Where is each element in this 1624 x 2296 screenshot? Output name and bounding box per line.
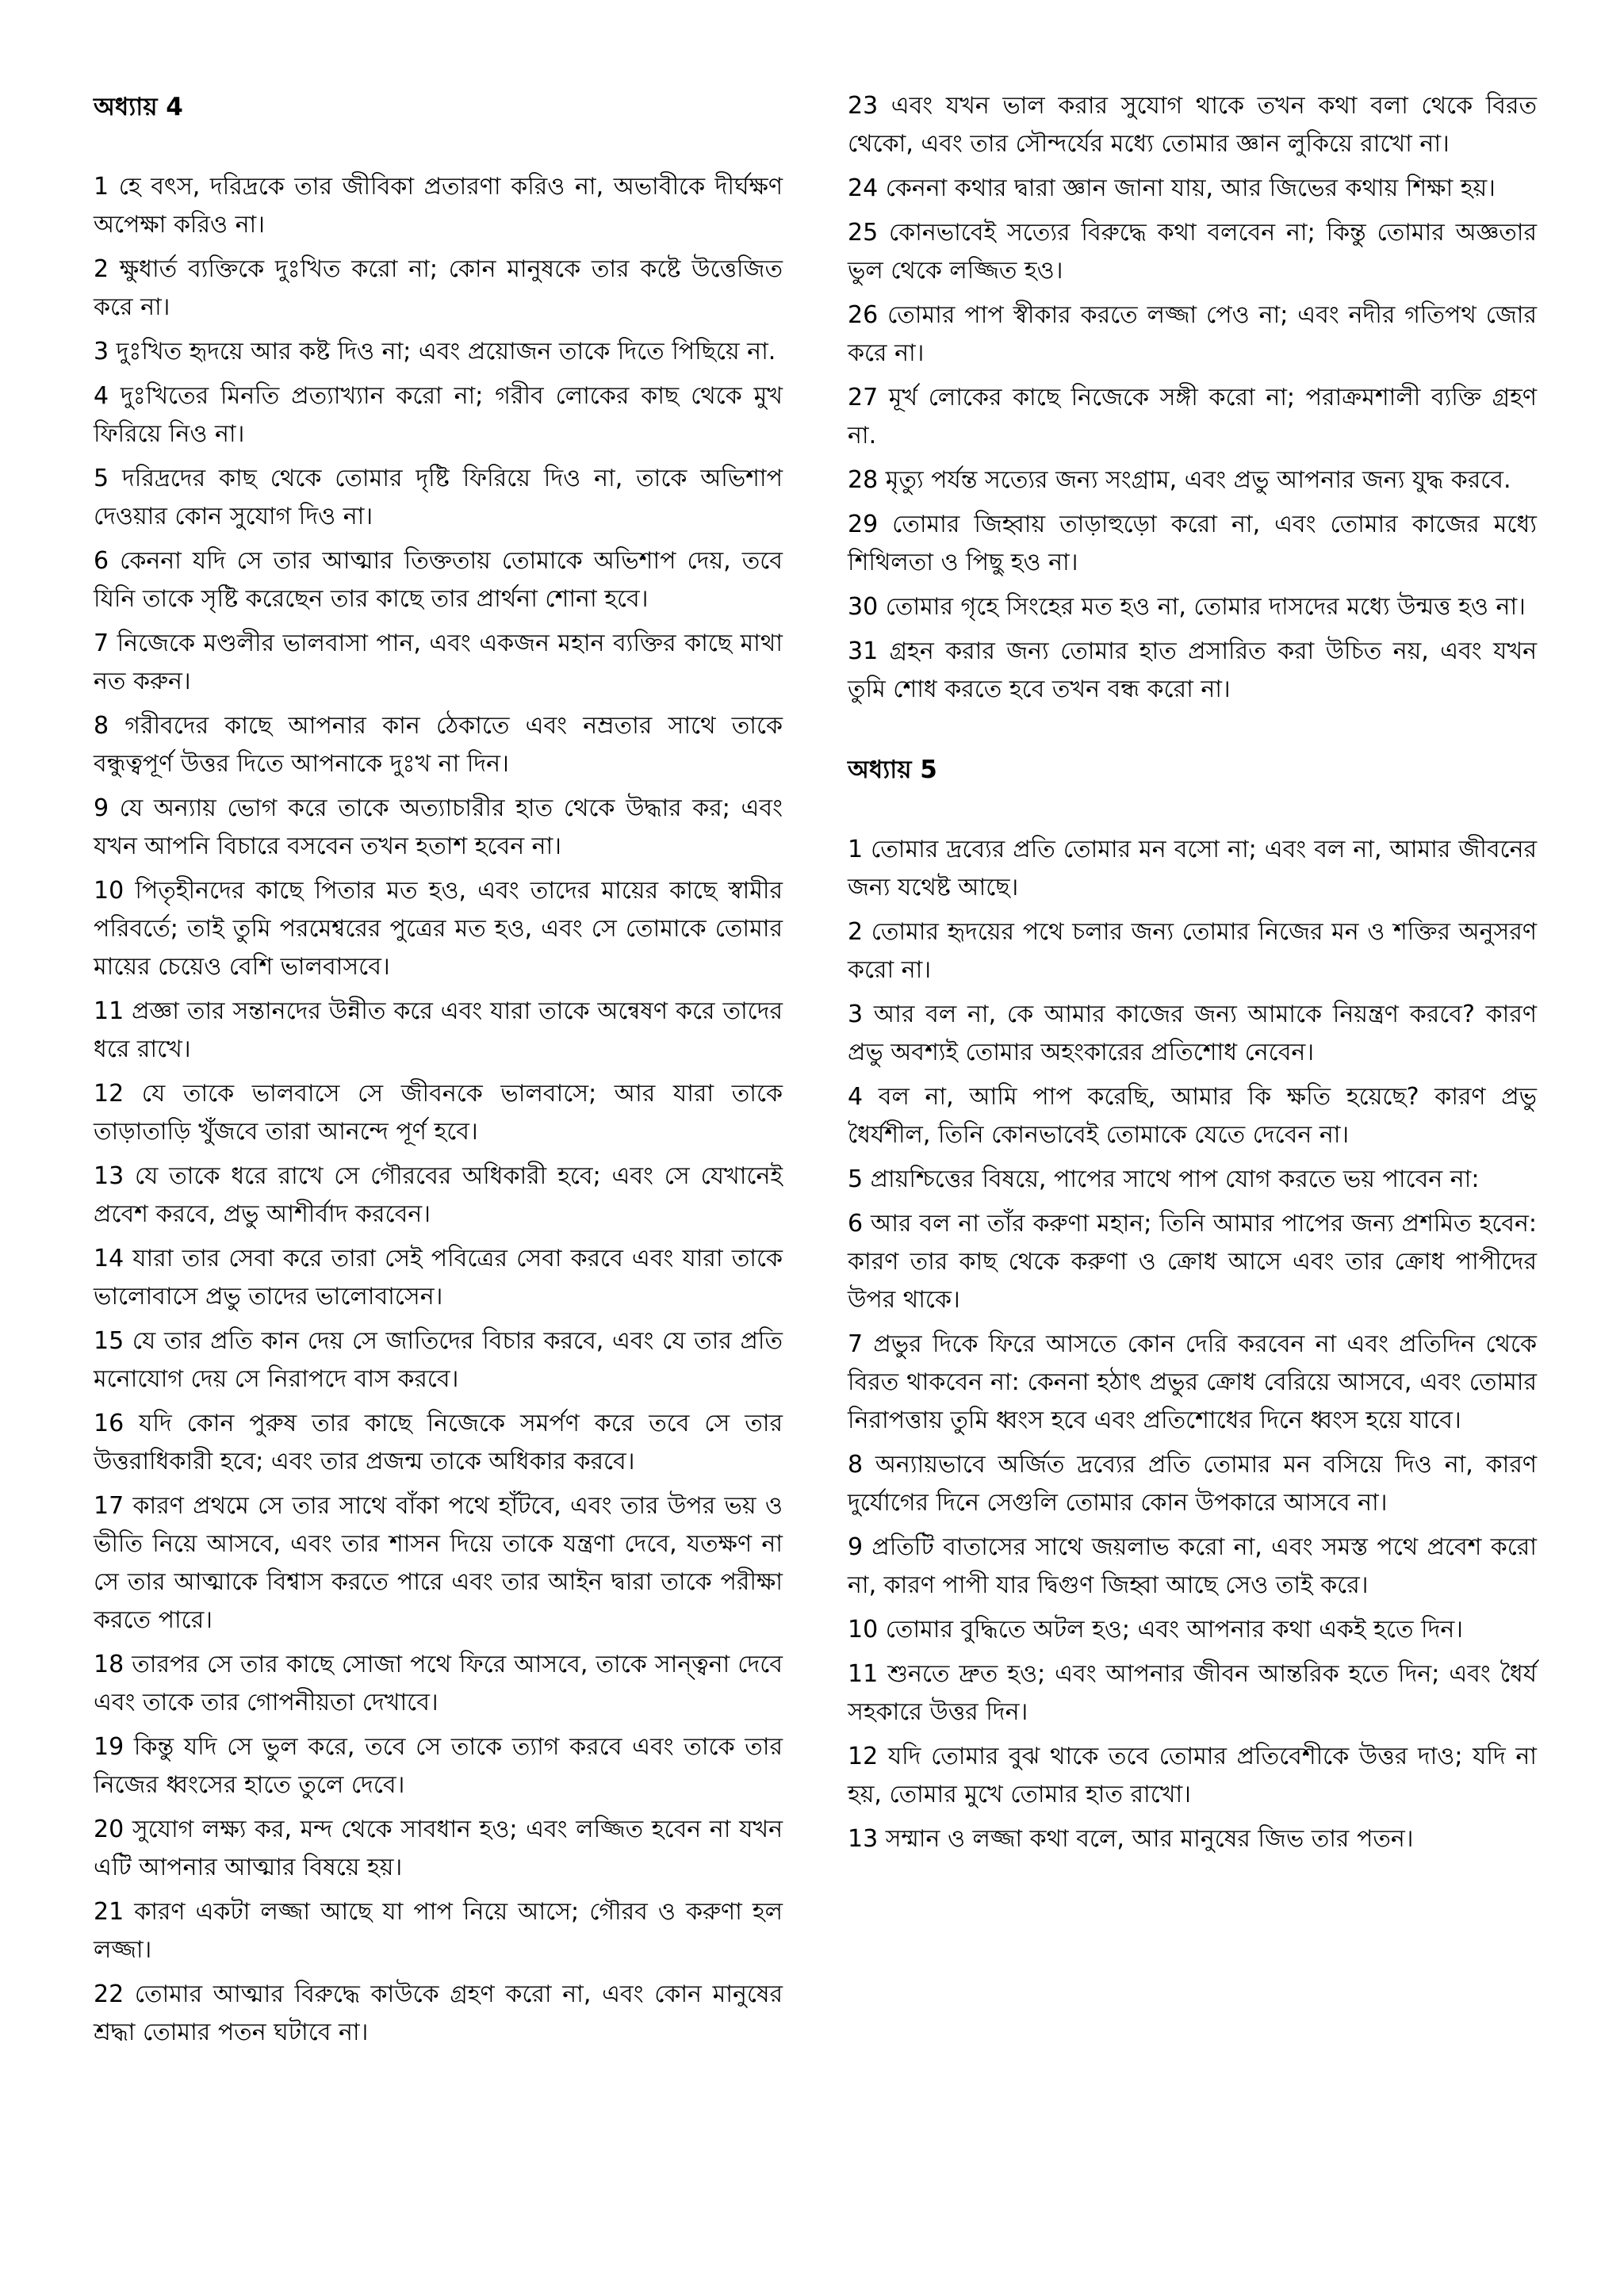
verse-4-14: 14 যারা তার সেবা করে তারা সেই পবিত্রের সেবা করবে এবং যারা তাকে ভালোবাসে প্রভু তাদের ভালোবাসেন। — [94, 1245, 783, 1311]
verse-4-10: 10 পিতৃহীনদের কাছে পিতার মত হও, এবং তাদের মায়ের কাছে স্বামীর পরিবর্তে; তাই তুমি পরমেশ্বরের পুত্রের মত হও, এবং সে তোমাকে তোমার মায়ের চেয়েও বেশি ভালবাসবে। — [94, 877, 783, 981]
verse-4-2: 2 ক্ষুধার্ত ব্যক্তিকে দুঃখিত করো না; কোন মানুষকে তার কষ্টে উত্তেজিত করে না। — [94, 255, 783, 321]
verse-4-23: 23 এবং যখন ভাল করার সুযোগ থাকে তখন কথা বলা থেকে বিরত থেকো, এবং তার সৌন্দর্যের মধ্যে তোমার জ্ঞান লুকিয়ে রাখো না। — [848, 92, 1537, 158]
verse-4-31: 31 গ্রহন করার জন্য তোমার হাত প্রসারিত করা উচিত নয়, এবং যখন তুমি শোধ করতে হবে তখন বন্ধ করো না। — [848, 637, 1537, 703]
verse-5-2: 2 তোমার হৃদয়ের পথে চলার জন্য তোমার নিজের মন ও শক্তির অনুসরণ করো না। — [848, 918, 1537, 984]
verse-5-12: 12 যদি তোমার বুঝ থাকে তবে তোমার প্রতিবেশীকে উত্তর দাও; যদি না হয়, তোমার মুখে তোমার হাত রাখো। — [848, 1743, 1537, 1808]
verse-4-24: 24 কেননা কথার দ্বারা জ্ঞান জানা যায়, আর জিভের কথায় শিক্ষা হয়। — [848, 174, 1496, 202]
verse-4-16: 16 যদি কোন পুরুষ তার কাছে নিজেকে সমর্পণ করে তবে সে তার উত্তরাধিকারী হবে; এবং তার প্রজন্ম তাকে অধিকার করবে। — [94, 1410, 783, 1475]
verse-4-11: 11 প্রজ্ঞা তার সন্তানদের উন্নীত করে এবং যারা তাকে অন্বেষণ করে তাদের ধরে রাখে। — [94, 997, 783, 1063]
verse-4-21: 21 কারণ একটা লজ্জা আছে যা পাপ নিয়ে আসে; গৌরব ও করুণা হল লজ্জা। — [94, 1898, 783, 1964]
verse-4-4: 4 দুঃখিতের মিনতি প্রত্যাখ্যান করো না; গরীব লোকের কাছ থেকে মুখ ফিরিয়ে নিও না। — [94, 382, 783, 448]
verse-4-19: 19 কিন্তু যদি সে ভুল করে, তবে সে তাকে ত্যাগ করবে এবং তাকে তার নিজের ধ্বংসের হাতে তুলে দেবে। — [94, 1733, 783, 1799]
verse-5-3: 3 আর বল না, কে আমার কাজের জন্য আমাকে নিয়ন্ত্রণ করবে? কারণ প্রভু অবশ্যই তোমার অহংকারের প্রতিশোধ নেবেন। — [848, 1001, 1537, 1066]
verse-4-6: 6 কেননা যদি সে তার আত্মার তিক্ততায় তোমাকে অভিশাপ দেয়, তবে যিনি তাকে সৃষ্টি করেছেন তার কাছে তার প্রার্থনা শোনা হবে। — [94, 547, 783, 613]
verse-5-6: 6 আর বল না তাঁর করুণা মহান; তিনি আমার পাপের জন্য প্রশমিত হবেন: কারণ তার কাছ থেকে করুণা ও ক্রোধ আসে এবং তার ক্রোধ পাপীদের উপর থাকে। — [848, 1210, 1537, 1314]
verse-4-20: 20 সুযোগ লক্ষ্য কর, মন্দ থেকে সাবধান হও; এবং লজ্জিত হবেন না যখন এটি আপনার আত্মার বিষয়ে হয়। — [94, 1816, 783, 1881]
verse-5-1: 1 তোমার দ্রব্যের প্রতি তোমার মন বসো না; এবং বল না, আমার জীবনের জন্য যথেষ্ট আছে। — [848, 836, 1537, 901]
verse-5-13: 13 সম্মান ও লজ্জা কথা বলে, আর মানুষের জিভ তার পতন। — [848, 1825, 1414, 1853]
verse-5-9: 9 প্রতিটি বাতাসের সাথে জয়লাভ করো না, এবং সমস্ত পথে প্রবেশ করো না, কারণ পাপী যার দ্বিগুণ জিহ্বা আছে সেও তাই করে। — [848, 1533, 1537, 1599]
verse-4-5: 5 দরিদ্রদের কাছ থেকে তোমার দৃষ্টি ফিরিয়ে দিও না, তাকে অভিশাপ দেওয়ার কোন সুযোগ দিও না। — [94, 465, 783, 530]
verse-4-7: 7 নিজেকে মণ্ডলীর ভালবাসা পান, এবং একজন মহান ব্যক্তির কাছে মাথা নত করুন। — [94, 629, 783, 695]
right-column — [848, 87, 1537, 2248]
verse-4-18: 18 তারপর সে তার কাছে সোজা পথে ফিরে আসবে, তাকে সান্ত্বনা দেবে এবং তাকে তার গোপনীয়তা দেখাবে। — [94, 1651, 783, 1716]
verse-5-7: 7 প্রভুর দিকে ফিরে আসতে কোন দেরি করবেন না এবং প্রতিদিন থেকে বিরত থাকবেন না: কেননা হঠাৎ প্রভুর ক্রোধ বেরিয়ে আসবে, এবং তোমার নিরাপত্তায় তুমি ধ্বংস হবে এবং প্রতিশোধের দিনে ধ্বংস হয়ে যাবে। — [848, 1330, 1537, 1434]
verse-4-30: 30 তোমার গৃহে সিংহের মত হও না, তোমার দাসদের মধ্যে উন্মত্ত হও না। — [848, 593, 1526, 621]
verse-4-26: 26 তোমার পাপ স্বীকার করতে লজ্জা পেও না; এবং নদীর গতিপথ জোর করে না। — [848, 301, 1537, 367]
verse-5-11: 11 শুনতে দ্রুত হও; এবং আপনার জীবন আন্তরিক হতে দিন; এবং ধৈর্য সহকারে উত্তর দিন। — [848, 1660, 1537, 1726]
verse-5-8: 8 অন্যায়ভাবে অর্জিত দ্রব্যের প্রতি তোমার মন বসিয়ে দিও না, কারণ দুর্যোগের দিনে সেগুলি তোমার কোন উপকারে আসবে না। — [848, 1451, 1537, 1517]
verse-4-17: 17 কারণ প্রথমে সে তার সাথে বাঁকা পথে হাঁটবে, এবং তার উপর ভয় ও ভীতি নিয়ে আসবে, এবং তার শাসন দিয়ে তাকে যন্ত্রণা দেবে, যতক্ষণ না সে তার আত্মাকে বিশ্বাস করতে পারে এবং তার আইন দ্বারা তাকে পরীক্ষা করতে পারে। — [94, 1492, 783, 1634]
chapter-5-heading: অধ্যায় 5 — [848, 756, 937, 784]
verse-5-4: 4 বল না, আমি পাপ করেছি, আমার কি ক্ষতি হয়েছে? কারণ প্রভু ধৈর্যশীল, তিনি কোনভাবেই তোমাকে যেতে দেবেন না। — [848, 1083, 1537, 1149]
verse-4-1: 1 হে বৎস, দরিদ্রকে তার জীবিকা প্রতারণা করিও না, অভাবীকে দীর্ঘক্ষণ অপেক্ষা করিও না। — [94, 173, 783, 239]
verse-4-28: 28 মৃত্যু পর্যন্ত সত্যের জন্য সংগ্রাম, এবং প্রভু আপনার জন্য যুদ্ধ করবে. — [848, 466, 1511, 494]
left-column — [94, 87, 783, 2248]
verse-4-25: 25 কোনভাবেই সত্যের বিরুদ্ধে কথা বলবেন না; কিন্তু তোমার অজ্ঞতার ভুল থেকে লজ্জিত হও। — [848, 219, 1537, 285]
verse-4-27: 27 মূর্খ লোকের কাছে নিজেকে সঙ্গী করো না; পরাক্রমশালী ব্যক্তি গ্রহণ না. — [848, 384, 1537, 450]
verse-4-8: 8 গরীবদের কাছে আপনার কান ঠেকাতে এবং নম্রতার সাথে তাকে বন্ধুত্বপূর্ণ উত্তর দিতে আপনাকে দুঃখ না দিন। — [94, 712, 783, 778]
chapter-4-heading: অধ্যায় 4 — [94, 93, 183, 121]
verse-4-15: 15 যে তার প্রতি কান দেয় সে জাতিদের বিচার করবে, এবং যে তার প্রতি মনোযোগ দেয় সে নিরাপদে বাস করবে। — [94, 1327, 783, 1393]
verse-4-12: 12 যে তাকে ভালবাসে সে জীবনকে ভালবাসে; আর যারা তাকে তাড়াতাড়ি খুঁজবে তারা আনন্দে পূর্ণ হবে। — [94, 1080, 783, 1146]
verse-4-9: 9 যে অন্যায় ভোগ করে তাকে অত্যাচারীর হাত থেকে উদ্ধার কর; এবং যখন আপনি বিচারে বসবেন তখন হতাশ হবেন না। — [94, 794, 783, 860]
verse-4-22: 22 তোমার আত্মার বিরুদ্ধে কাউকে গ্রহণ করো না, এবং কোন মানুষের শ্রদ্ধা তোমার পতন ঘটাবে না। — [94, 1980, 783, 2046]
verse-4-3: 3 দুঃখিত হৃদয়ে আর কষ্ট দিও না; এবং প্রয়োজন তাকে দিতে পিছিয়ে না. — [94, 338, 776, 365]
verse-5-5: 5 প্রায়শ্চিত্তের বিষয়ে, পাপের সাথে পাপ যোগ করতে ভয় পাবেন না: — [848, 1165, 1480, 1193]
verse-4-13: 13 যে তাকে ধরে রাখে সে গৌরবের অধিকারী হবে; এবং সে যেখানেই প্রবেশ করবে, প্রভু আশীর্বাদ করবেন। — [94, 1162, 783, 1228]
verse-5-10: 10 তোমার বুদ্ধিতে অটল হও; এবং আপনার কথা একই হতে দিন। — [848, 1616, 1463, 1644]
verse-4-29: 29 তোমার জিহ্বায় তাড়াহুড়ো করো না, এবং তোমার কাজের মধ্যে শিথিলতা ও পিছু হও না। — [848, 511, 1537, 576]
